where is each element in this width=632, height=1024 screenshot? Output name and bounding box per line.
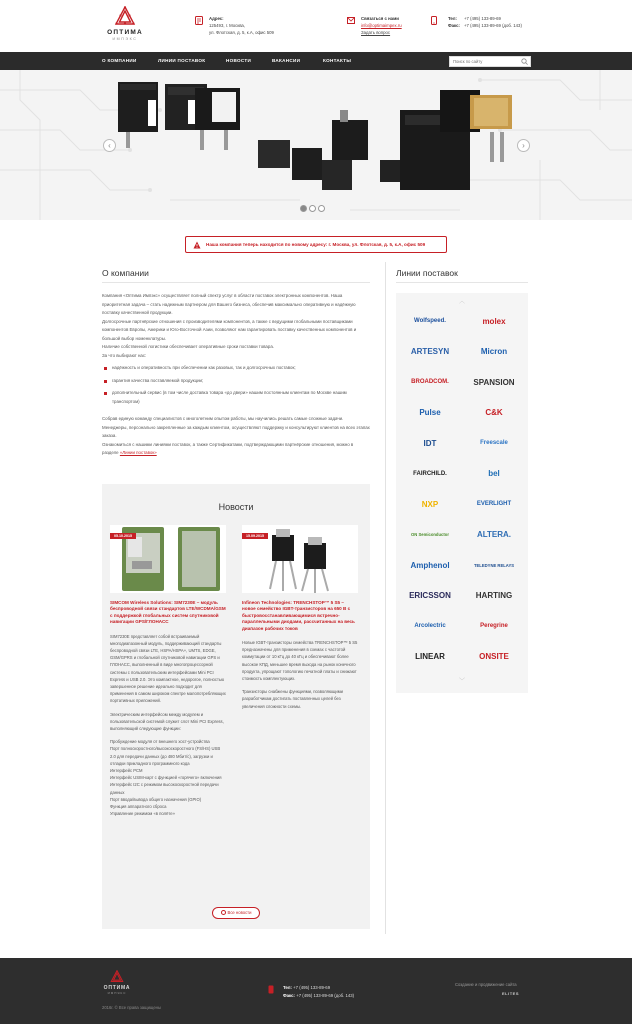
supplier-logo[interactable]: Arcolectric: [414, 623, 446, 629]
slider-dot-2[interactable]: [309, 205, 316, 212]
scroll-down-button[interactable]: ﹀: [458, 679, 465, 685]
ask-question-link[interactable]: Задать вопрос: [361, 30, 391, 35]
footer-fax[interactable]: +7 (495) 133-89-69 (доб. 143): [296, 993, 355, 998]
bullet-icon: [104, 380, 107, 383]
supplier-logo[interactable]: TELEDYNE RELAYS: [473, 562, 515, 568]
developer-credit[interactable]: Создание и продвижение сайта: [455, 982, 517, 987]
copyright: 2016г. © Все права защищены: [102, 1005, 161, 1010]
list-item: гарантия качества поставляемой продукции;: [102, 377, 370, 386]
about-divider: [102, 282, 370, 283]
supplier-logo[interactable]: C&K: [485, 408, 503, 417]
logo-triangle-icon: [110, 970, 124, 984]
search-box: [449, 56, 531, 67]
supplier-logo[interactable]: BROADCOM.: [411, 379, 449, 385]
supplier-logo[interactable]: HARTING: [475, 591, 513, 600]
phone-icon: [268, 985, 274, 994]
news-title: Новости: [218, 502, 254, 512]
nav-item-vacancies[interactable]: ВАКАНСИИ: [272, 58, 301, 63]
news-body: Новые IGBT-транзисторы семейства TRENCHSTOP™ 5 S5 предназначены для применения в схемах с частотой коммутации от 10 кГц до 40 кГц и обеспечивают более высокое КПД, меньшее время выхода на рынок конечного продукта, упрощают топологию печатной платы и снижают стоимость комплектующих. Транзисторы снабжены функциями, позволяющими разработчикам достигать поставленных целей без увеличения сложности схемы.: [242, 640, 358, 709]
about-title: О компании: [102, 268, 149, 278]
footer-logo-sub: ИМПЭКС: [107, 991, 127, 995]
hero-slider: [0, 70, 632, 220]
site-logo[interactable]: [104, 6, 146, 48]
footer-phones: Тел: +7 (495) 133-89-69 Факс: +7 (495) 133-89-69 (доб. 143): [283, 985, 355, 998]
suppliers-title: Линии поставок: [396, 268, 458, 278]
nav-item-suppliers[interactable]: ЛИНИИ ПОСТАВОК: [158, 58, 206, 63]
map-icon: [195, 16, 203, 25]
news-headline[interactable]: SIMCOM Wireless Solutions: SIM7230E – модуль беспроводной связи стандартов LTE/WCDMA/GSM с поддержкой глобальных систем спутниковой навигации GPS/ГЛОНАСС: [110, 600, 226, 625]
slider-prev-button[interactable]: ‹: [103, 139, 116, 152]
supplier-logo[interactable]: IDT: [423, 438, 437, 448]
supplier-logo[interactable]: Micron: [480, 347, 508, 356]
about-benefits-list: [102, 364, 370, 406]
news-item[interactable]: [110, 525, 226, 824]
contact-email-link[interactable]: info@optimaimpex.ru: [361, 23, 402, 28]
nav-item-contacts[interactable]: КОНТАКТЫ: [323, 58, 352, 63]
supplier-logo[interactable]: Pulse: [419, 408, 441, 417]
developer-logo[interactable]: ELITES: [502, 991, 520, 996]
about-paragraph: Наличие собственной логистики обеспечивает оперативные сроки поставки товара.: [102, 344, 274, 349]
logo-subtitle: ИМПЭКС: [112, 37, 138, 41]
slider-dot-3[interactable]: [318, 205, 325, 212]
logo-name: ОПТИМА: [107, 29, 143, 36]
news-headline[interactable]: Infineon Technologies: TRENCHSTOP™ 5 S5 – новое семейство IGBT-транзисторов на 650 В с быстровосстанавливающимися встречно-параллельными диодами, рассчитанных на весь диапазон рабочих токов: [242, 600, 355, 631]
nav-item-about[interactable]: О КОМПАНИИ: [102, 58, 137, 63]
all-news-button[interactable]: Все новости: [212, 907, 260, 919]
bullet-icon: [104, 392, 107, 395]
supplier-logo[interactable]: molex: [482, 316, 506, 326]
supplier-logo[interactable]: NXP: [421, 499, 439, 509]
address-line1: 125493, г. Москва,: [209, 23, 246, 28]
site-footer: [0, 958, 632, 1024]
about-paragraph: Ознакомиться с нашими линиями поставок, а также Сертификатами, подтверждающими партнёрские отношения, можно в разделе «Линии поставок»: [102, 441, 354, 455]
logo-triangle-icon: [114, 6, 136, 28]
list-item: надёжность и оперативность при обеспечении как разовых, так и долгосрочных поставок;: [102, 364, 370, 373]
nav-item-news[interactable]: НОВОСТИ: [226, 58, 252, 63]
supplier-logo[interactable]: Peregrine: [480, 623, 508, 629]
search-input[interactable]: [450, 57, 520, 66]
suppliers-link[interactable]: «Линии поставок»: [119, 450, 157, 455]
envelope-icon: [347, 16, 355, 25]
site-header: [0, 0, 632, 52]
about-paragraph: Собрав единую команду специалистов с многолетним опытом работы, мы научились решать самые сложные задачи. Менеджеры, персонально закрепленные за каждым клиентом, осуществляют поддержку и консультируют клиентов на всех этапах заказа.: [102, 416, 370, 438]
footer-phone[interactable]: +7 (495) 133-89-69: [293, 985, 331, 990]
supplier-logo[interactable]: Wolfspeed.: [414, 318, 446, 324]
warning-icon: [193, 241, 201, 249]
bullet-icon: [104, 367, 107, 370]
plus-icon: [221, 910, 226, 915]
slide-image: [0, 70, 632, 220]
supplier-logo[interactable]: Freescale: [480, 440, 508, 446]
news-image[interactable]: [242, 525, 358, 593]
news-item[interactable]: [242, 525, 358, 716]
footer-logo-name: ОПТИМА: [103, 985, 131, 991]
about-paragraph: Долгосрочные партнёрские отношения с производителями компонентов, а также с ведущими глобальными поставщиками компонентов Европы, Америки и Юго-Восточной Азии, позволяют нам гарантировать поставку качественных компонентов и большой выбор номенклатуры.: [102, 318, 357, 341]
supplier-logo[interactable]: FAIRCHILD.: [413, 470, 447, 477]
news-body: SIM7230E представляет собой встраиваемый многодиапазонный модуль, поддерживающий стандарты беспроводной связи LTE, HSPA/HSPA+, UMTS, EDGE, GSM/GPRS и глобальной спутниковой навигации GPS и ГЛОНАСС, выполненный в виде многопроцессорной системы с пользовательским интерфейсами Mini PCI Express и USB 2.0. Это компактное, недорогое, полностью завершенное решение идеально подходит для применения в самом широком спектре малопотребляющих портативных приложений. Электрическим интерфейсом между модулем и пользовательской системой служит слот Mini PCI Express, выполняющий следующие функции: Пробуждение модуля от внешнего хост-устройства Порт полноскоростного/высокоскоростного (FS/HS) USB 2.0 для передачи данных (до 480 Мбит/с), загрузки и отладки прикладного программного кода Интерфейс PCM Интерфейс USIM-карт с функцией «горячего» включения Интерфейс I2C с режимом высокоскоростной передачи данных Порт ввода/вывода общего назначения (GPIO) Функция аппаратного сброса Управление режимом «в полёте»: [110, 633, 226, 817]
scroll-up-button[interactable]: ︿: [458, 299, 465, 305]
notice-text: Наша компания теперь находится по новому адресу: г. Москва, ул. Флотская, д. 5, к.А, офис 509: [206, 242, 426, 247]
supplier-logo[interactable]: LINEAR: [415, 652, 445, 661]
address-label: Адрес:: [209, 16, 224, 21]
news-section: [102, 484, 370, 929]
fax-number[interactable]: +7 (495) 133-89-69 (доб. 143): [464, 23, 522, 28]
main-nav: [0, 52, 632, 70]
supplier-logo[interactable]: ALTERA.: [476, 530, 512, 539]
news-date: 05.10.2015: [110, 533, 136, 539]
about-paragraph: За что выбирают нас:: [102, 352, 147, 358]
contact-label: Связаться с нами: [361, 16, 399, 21]
supplier-logo[interactable]: EVERLIGHT: [476, 501, 512, 507]
supplier-logo[interactable]: ON Semiconductor: [411, 532, 449, 537]
column-divider: [385, 262, 386, 934]
suppliers-divider: [396, 282, 528, 283]
about-paragraph: Компания «Оптима Импэкс» осуществляет полный спектр услуг в области поставок электронных компонентов. Наша приоритетная задача – стать надежным партнером для Вашего бизнеса, обеспечив максимально оперативную и надёжную поставку качественной продукции.: [102, 293, 356, 315]
supplier-logo[interactable]: ARTESYN: [410, 347, 450, 356]
phone-label: Тел:: [448, 16, 457, 21]
supplier-logo[interactable]: bel: [488, 469, 500, 478]
about-text: [102, 292, 370, 458]
search-icon[interactable]: [521, 58, 528, 65]
slider-dot-1[interactable]: [300, 205, 307, 212]
suppliers-carousel: [396, 293, 528, 693]
address-line2: ул. Флотская, д. 5, к.А, офис 509: [209, 30, 274, 35]
supplier-logo[interactable]: Amphenol: [410, 560, 450, 570]
phone-icon: [430, 16, 438, 25]
slider-next-button[interactable]: ›: [517, 139, 530, 152]
news-date: 15.09.2015: [242, 533, 268, 539]
supplier-logo[interactable]: ONSITE: [479, 652, 509, 661]
slider-dots: [300, 205, 327, 213]
fax-label: Факс:: [448, 23, 460, 28]
supplier-logo[interactable]: SPANSION: [473, 377, 515, 387]
list-item: дополнительный сервис (в том числе доставка товара «до двери» нашим постоянным клиентам по Москве нашим транспортом): [102, 389, 370, 406]
supplier-logo[interactable]: ERICSSON: [409, 591, 451, 600]
news-image[interactable]: [110, 525, 226, 593]
address-notice: [185, 236, 447, 253]
phone-number[interactable]: +7 (495) 133-89-69: [464, 16, 501, 21]
